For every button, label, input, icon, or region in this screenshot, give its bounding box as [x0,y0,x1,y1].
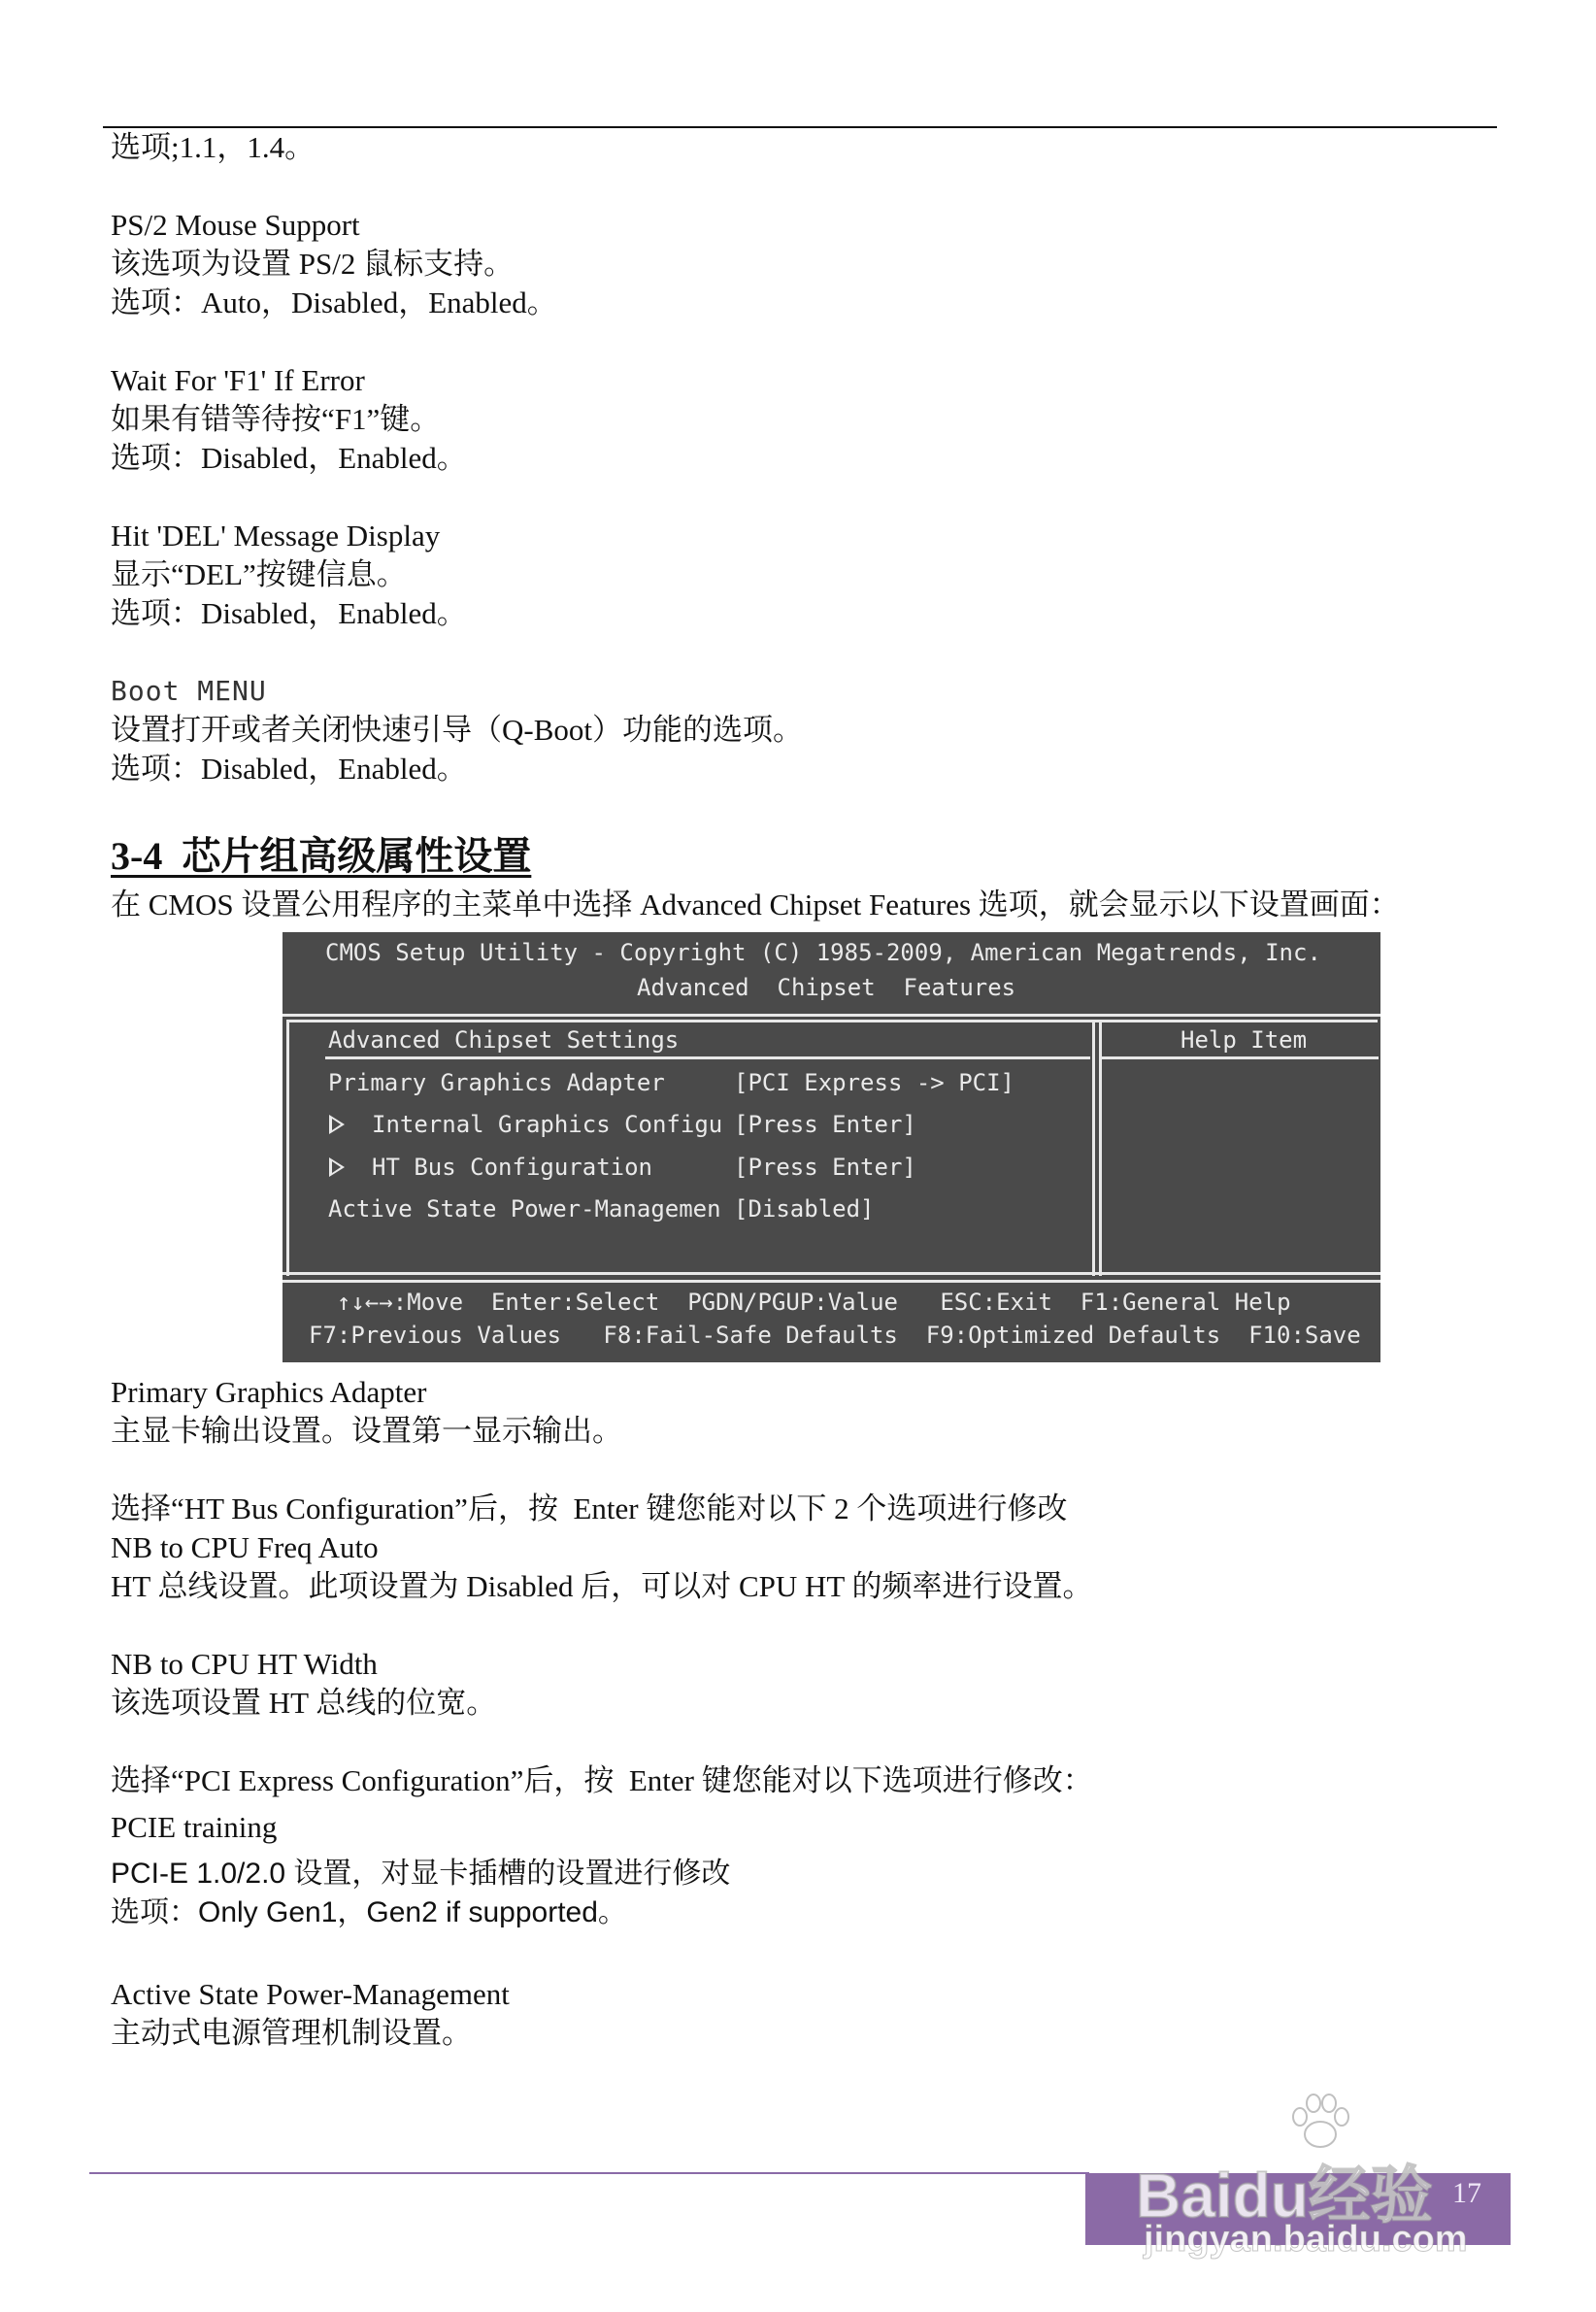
setting-title: PCIE training [111,1810,278,1844]
setting-title: NB to CPU HT Width [111,1647,378,1681]
bios-row-value: [Press Enter] [734,1154,916,1181]
bios-row-value: [Disabled] [734,1195,875,1223]
setting-description: 选择“HT Bus Configuration”后，按 Enter 键您能对以下 2 个选项进行修改 [111,1491,1068,1525]
bios-subtitle: Advanced Chipset Features [637,974,1016,1001]
paw-icon [1286,2088,1354,2156]
footer-rule [89,2172,1089,2174]
setting-title: PS/2 Mouse Support [111,208,360,242]
setting-title: Wait For 'F1' If Error [111,363,365,397]
bios-row-value: [Press Enter] [734,1111,916,1138]
bios-screenshot [283,932,1380,1362]
bios-row-label: HT Bus Configuration [372,1154,652,1181]
watermark-url: jingyan.baidu.com [1144,2219,1468,2260]
footer-accent-block [1085,2173,1511,2245]
setting-description: 该选项设置 HT 总线的位宽。 [111,1686,497,1720]
setting-description: 选择“PCI Express Configuration”后，按 Enter 键您能对以下选项进行修改： [111,1763,1093,1797]
setting-title: Primary Graphics Adapter [111,1375,427,1409]
bios-divider [283,1014,1380,1017]
bios-section-title: Advanced Chipset Settings [328,1026,680,1054]
bios-row-label: Primary Graphics Adapter [328,1069,665,1096]
setting-description: 主动式电源管理机制设置。 [111,2016,472,2050]
option-line: 选项：Only Gen1，Gen2 if supported。 [111,1896,627,1928]
option-line: 选项;1.1，1.4。 [111,130,316,164]
bios-row-label: Active State Power-Managemen [328,1195,721,1223]
option-line: 选项：Auto，Disabled，Enabled。 [111,285,557,319]
setting-description: HT 总线设置。此项设置为 Disabled 后，可以对 CPU HT 的频率进行设置。 [111,1569,1093,1603]
bios-divider [286,1020,1378,1022]
option-line: 选项：Disabled，Enabled。 [111,596,467,630]
submenu-arrow-icon [329,1157,345,1177]
bios-border [1092,1020,1095,1276]
bios-footer-keys: F7:Previous Values F8:Fail-Safe Defaults F9:Optimized Defaults F10:Save [309,1322,1361,1349]
bios-border [286,1020,289,1276]
bios-row-label: Internal Graphics Configu [372,1111,723,1138]
setting-description: 主显卡输出设置。设置第一显示输出。 [111,1414,622,1448]
bios-footer-keys: ↑↓←→:Move Enter:Select PGDN/PGUP:Value ESC:Exit F1:General Help [337,1289,1291,1316]
intro-paragraph: 在 CMOS 设置公用程序的主菜单中选择 Advanced Chipset Features 选项，就会显示以下设置画面： [111,888,1400,921]
section-heading: 3-4 芯片组高级属性设置 [111,834,532,878]
setting-title: NB to CPU Freq Auto [111,1530,379,1564]
setting-title: Active State Power-Management [111,1977,510,2011]
bios-help-header: Help Item [1180,1026,1308,1054]
submenu-arrow-icon [329,1115,345,1134]
option-line: 选项：Disabled，Enabled。 [111,752,467,786]
page-number: 17 [1452,2177,1481,2209]
bios-divider [283,1272,1380,1275]
bios-title: CMOS Setup Utility - Copyright (C) 1985-2009, American Megatrends, Inc. [325,939,1321,966]
watermark-brand: Baidu经验 [1136,2161,1433,2230]
setting-description: 该选项为设置 PS/2 鼠标支持。 [111,247,515,281]
bios-divider [325,1056,1090,1059]
bios-divider [1101,1056,1379,1059]
setting-title: Boot MENU [111,675,267,707]
bios-divider [283,1280,1380,1283]
setting-description: 如果有错等待按“F1”键。 [111,402,441,436]
bios-row-value: [PCI Express -> PCI] [734,1069,1014,1096]
setting-title: Hit 'DEL' Message Display [111,519,441,553]
option-line: 选项：Disabled，Enabled。 [111,441,467,475]
setting-description: 显示“DEL”按键信息。 [111,557,407,591]
setting-description: PCI-E 1.0/2.0 设置，对显卡插槽的设置进行修改 [111,1858,731,1890]
setting-description: 设置打开或者关闭快速引导（Q-Boot）功能的选项。 [111,713,803,747]
